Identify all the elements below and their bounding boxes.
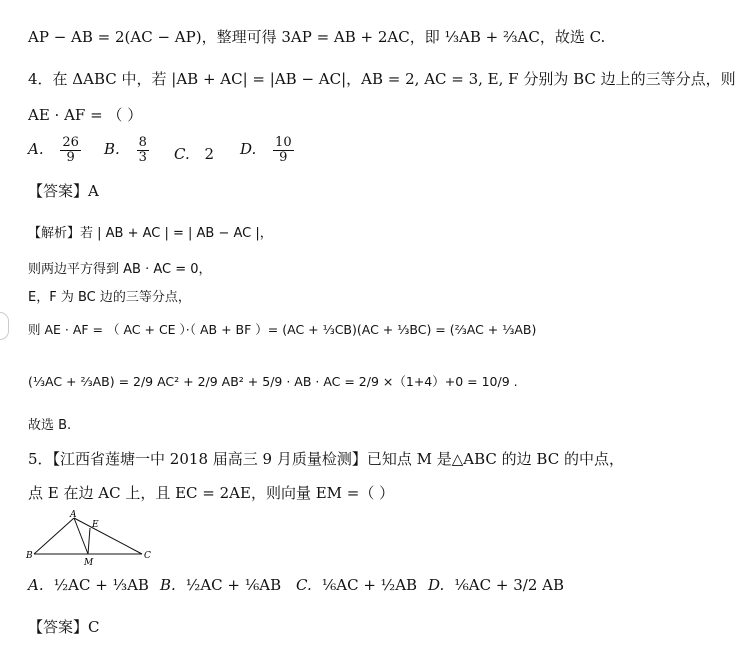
question-4-stem-cont: AE · AF = （ ） [28, 106, 143, 124]
q4-explanation-2: 则两边平方得到 AB · AC = 0， [28, 262, 212, 277]
q5-option-b: B. ½AC + ⅙AB [160, 576, 282, 594]
label-c: C [144, 551, 151, 561]
q4-explanation-1: 【解析】若 | AB + AC | = | AB − AC |， [28, 226, 273, 241]
label-a: A [70, 510, 77, 520]
q5-option-d: D. ⅙AC + 3/2 AB [428, 576, 564, 594]
question-4-stem: 4．在 ΔABC 中，若 |AB + AC| = |AB − AC|，AB = 2, AC = 3, E, F 分别为 BC 边上的三等分点，则 [28, 70, 736, 88]
segment-ac [74, 518, 142, 554]
q4-option-b: B. $\frac{8}{3}$ [104, 135, 147, 165]
segment-am [74, 518, 88, 554]
label-b: B [26, 551, 33, 561]
q4-explanation-6: 故选 B. [28, 418, 72, 433]
label-m: M [84, 558, 94, 568]
label-e: E [92, 520, 99, 530]
q5-option-c: C. ⅙AC + ½AB [296, 576, 418, 594]
q4-option-d: D. $\frac{10}{9}$ [240, 135, 292, 165]
line-prev-solution: AP − AB = 2(AC − AP)，整理可得 3AP = AB + 2AC，即 ⅓AB + ⅔AC，故选 C. [28, 28, 606, 46]
page-edge-mark [0, 312, 9, 340]
q5-option-a: A. ½AC + ⅓AB [28, 576, 149, 594]
triangle-figure [24, 510, 164, 570]
q5-answer: 【答案】C [28, 618, 100, 636]
q4-option-c: C. 2 [174, 145, 215, 163]
q4-option-a: A. $\frac{26}{9}$ [28, 135, 79, 165]
question-5-stem-cont: 点 E 在边 AC 上，且 EC = 2AE，则向量 EM =（ ） [28, 484, 395, 502]
segment-em [88, 528, 90, 554]
q4-explanation-3: E，F 为 BC 边的三等分点， [28, 290, 191, 305]
segment-ab [34, 518, 74, 554]
question-5-stem: 5．【江西省莲塘一中 2018 届高三 9 月质量检测】已知点 M 是△ABC 的边 BC 的中点， [28, 450, 624, 468]
q4-answer: 【答案】A [28, 182, 99, 200]
q4-explanation-4: 则 AE · AF = （ AC + CE ）·（ AB + BF ）= (AC + ⅓CB)(AC + ⅓BC) = (⅔AC + ⅓AB) [28, 322, 537, 337]
q4-explanation-5: (⅓AC + ⅔AB) = 2/9 AC² + 2/9 AB² + 5/9 · AB · AC = 2/9 ×（1+4）+0 = 10/9 . [28, 374, 518, 389]
